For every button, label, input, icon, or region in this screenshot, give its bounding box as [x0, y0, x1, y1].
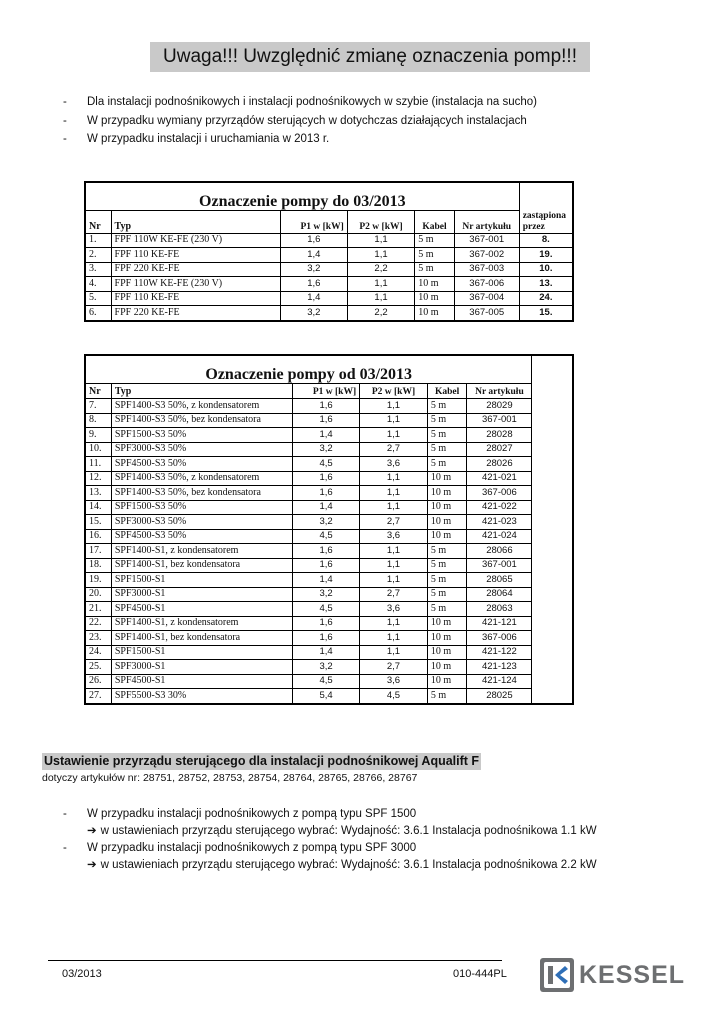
- table-row: [85, 573, 573, 588]
- empty-cell: [532, 515, 573, 530]
- table-row: [85, 558, 573, 573]
- cell-cable: 5 m: [427, 689, 467, 704]
- empty-cell: [532, 486, 573, 501]
- cell-nr: 23.: [85, 631, 111, 646]
- col-header-p2: P2 w [kW]: [360, 384, 428, 399]
- cell-p1: 3,2: [280, 262, 347, 277]
- footer-date: 03/2013: [62, 968, 102, 980]
- cell-p2: 4,5: [360, 689, 428, 704]
- table-row: [85, 486, 573, 501]
- empty-cell: [532, 587, 573, 602]
- table-row: [85, 471, 573, 486]
- cell-cable: 5 m: [427, 602, 467, 617]
- cell-cable: 10 m: [415, 291, 454, 306]
- cell-p1: 1,6: [280, 233, 347, 248]
- cell-cable: 10 m: [427, 486, 467, 501]
- cell-article: 28026: [467, 457, 532, 472]
- col-header-kabel: Kabel: [415, 211, 454, 234]
- cell-nr: 26.: [85, 674, 111, 689]
- cell-replaced-by: 10.: [519, 262, 573, 277]
- cell-p2: 1,1: [360, 631, 428, 646]
- cell-cable: 5 m: [427, 587, 467, 602]
- cell-p2: 2,7: [360, 442, 428, 457]
- cell-p2: 1,1: [360, 645, 428, 660]
- cell-type: SPF1400-S3 50%, bez kondensatora: [111, 486, 292, 501]
- cell-p2: 2,7: [360, 660, 428, 675]
- intro-bullet: - W przypadku wymiany przyrządów sterujących w dotychczas działających instalacjach: [60, 112, 537, 131]
- intro-bullet: - W przypadku instalacji i uruchamiania w 2013 r.: [60, 130, 537, 149]
- cell-p2: 1,1: [360, 544, 428, 559]
- table-row: [85, 500, 573, 515]
- cell-article: 28025: [467, 689, 532, 704]
- cell-type: SPF3000-S3 50%: [111, 515, 292, 530]
- table-row: [85, 277, 573, 292]
- settings-step-list: [60, 806, 597, 874]
- kessel-logo-icon: [540, 958, 574, 992]
- table-row: [85, 233, 573, 248]
- cell-p2: 2,2: [347, 306, 415, 321]
- cell-p1: 3,2: [293, 587, 360, 602]
- col-header-p1: P1 w [kW]: [280, 211, 347, 234]
- cell-p1: 1,6: [293, 471, 360, 486]
- new-pump-table: [84, 354, 574, 705]
- cell-cable: 5 m: [415, 248, 454, 263]
- cell-cable: 5 m: [427, 544, 467, 559]
- cell-cable: 10 m: [427, 616, 467, 631]
- cell-nr: 8.: [85, 413, 111, 428]
- empty-cell: [532, 500, 573, 515]
- cell-p2: 2,7: [360, 515, 428, 530]
- cell-cable: 10 m: [427, 660, 467, 675]
- cell-type: SPF1500-S1: [111, 573, 292, 588]
- cell-article: 367-005: [454, 306, 519, 321]
- cell-p2: 1,1: [360, 471, 428, 486]
- cell-nr: 9.: [85, 428, 111, 443]
- cell-replaced-by: 15.: [519, 306, 573, 321]
- cell-nr: 2.: [85, 248, 111, 263]
- cell-type: SPF4500-S3 50%: [111, 529, 292, 544]
- cell-nr: 24.: [85, 645, 111, 660]
- cell-p1: 1,4: [280, 291, 347, 306]
- cell-p1: 1,6: [293, 558, 360, 573]
- cell-article: 367-001: [454, 233, 519, 248]
- cell-nr: 12.: [85, 471, 111, 486]
- logo-wordmark: KESSEL: [579, 960, 686, 989]
- cell-p2: 1,1: [360, 486, 428, 501]
- cell-p2: 3,6: [360, 602, 428, 617]
- table-row: [85, 660, 573, 675]
- cell-p1: 1,6: [293, 486, 360, 501]
- col-header-nr: Nr: [85, 211, 111, 234]
- cell-cable: 5 m: [427, 428, 467, 443]
- cell-type: SPF1500-S3 50%: [111, 500, 292, 515]
- cell-cable: 5 m: [427, 457, 467, 472]
- table-row: [85, 248, 573, 263]
- cell-p2: 3,6: [360, 674, 428, 689]
- empty-cell: [532, 674, 573, 689]
- cell-type: SPF1400-S1, z kondensatorem: [111, 616, 292, 631]
- cell-type: SPF1400-S3 50%, bez kondensatora: [111, 413, 292, 428]
- cell-p2: 1,1: [360, 500, 428, 515]
- cell-nr: 16.: [85, 529, 111, 544]
- cell-type: FPF 110W KE-FE (230 V): [111, 233, 280, 248]
- cell-type: SPF1400-S1, z kondensatorem: [111, 544, 292, 559]
- cell-nr: 21.: [85, 602, 111, 617]
- cell-nr: 11.: [85, 457, 111, 472]
- cell-p2: 1,1: [347, 277, 415, 292]
- col-header-replaced-by: zastąpiona przez: [519, 211, 573, 234]
- cell-type: FPF 110 KE-FE: [111, 291, 280, 306]
- cell-p2: 2,7: [360, 587, 428, 602]
- cell-p1: 1,4: [293, 645, 360, 660]
- table-row: [85, 674, 573, 689]
- cell-p1: 1,4: [293, 500, 360, 515]
- cell-p2: 1,1: [360, 399, 428, 414]
- cell-p1: 1,4: [293, 573, 360, 588]
- settings-action-text: w ustawieniach przyrządu sterującego wybrać: Wydajność: 3.6.1 Instalacja podnośnikowa 1.1 kW: [100, 825, 597, 837]
- table-row: [85, 515, 573, 530]
- cell-article: 367-006: [467, 631, 532, 646]
- cell-p2: 1,1: [347, 291, 415, 306]
- cell-nr: 14.: [85, 500, 111, 515]
- empty-cell: [532, 660, 573, 675]
- cell-replaced-by: 8.: [519, 233, 573, 248]
- arrow-right-icon: ➔: [87, 825, 97, 837]
- cell-replaced-by: 13.: [519, 277, 573, 292]
- cell-p1: 3,2: [280, 306, 347, 321]
- cell-p1: 3,2: [293, 515, 360, 530]
- cell-type: SPF4500-S3 50%: [111, 457, 292, 472]
- intro-bullet: - Dla instalacji podnośnikowych i instalacji podnośnikowych w szybie (instalacja na sucho): [60, 93, 537, 112]
- cell-article: 28066: [467, 544, 532, 559]
- cell-article: 367-001: [467, 413, 532, 428]
- col-header-p1: P1 w [kW]: [293, 384, 360, 399]
- cell-article: 421-022: [467, 500, 532, 515]
- settings-action: [60, 857, 597, 874]
- cell-cable: 5 m: [427, 399, 467, 414]
- cell-p2: 1,1: [347, 233, 415, 248]
- cell-p1: 4,5: [293, 674, 360, 689]
- cell-p1: 1,6: [280, 277, 347, 292]
- table-row: [85, 457, 573, 472]
- cell-replaced-by: 24.: [519, 291, 573, 306]
- cell-type: SPF1400-S1, bez kondensatora: [111, 631, 292, 646]
- col-header-typ: Typ: [111, 384, 292, 399]
- table-row: [85, 399, 573, 414]
- cell-p1: 4,5: [293, 457, 360, 472]
- cell-article: 421-021: [467, 471, 532, 486]
- empty-cell: [532, 558, 573, 573]
- cell-p1: 4,5: [293, 602, 360, 617]
- cell-article: 421-024: [467, 529, 532, 544]
- cell-article: 421-124: [467, 674, 532, 689]
- cell-article: 28029: [467, 399, 532, 414]
- cell-p1: 3,2: [293, 660, 360, 675]
- empty-cell: [532, 602, 573, 617]
- empty-cell: [532, 471, 573, 486]
- cell-type: FPF 220 KE-FE: [111, 306, 280, 321]
- empty-cell: [532, 631, 573, 646]
- intro-bullet-list: [60, 93, 537, 149]
- empty-cell: [532, 413, 573, 428]
- kessel-logo: [540, 958, 685, 992]
- cell-type: SPF3000-S3 50%: [111, 442, 292, 457]
- col-header-kabel: Kabel: [427, 384, 467, 399]
- empty-cell: [532, 573, 573, 588]
- cell-cable: 10 m: [427, 515, 467, 530]
- cell-article: 367-002: [454, 248, 519, 263]
- cell-replaced-by: 19.: [519, 248, 573, 263]
- header-spacer: [532, 355, 573, 384]
- table-row: [85, 602, 573, 617]
- cell-article: 28028: [467, 428, 532, 443]
- table-row: [85, 306, 573, 321]
- cell-nr: 15.: [85, 515, 111, 530]
- table-row: [85, 689, 573, 704]
- cell-type: FPF 220 KE-FE: [111, 262, 280, 277]
- empty-cell: [532, 616, 573, 631]
- col-header-typ: Typ: [111, 211, 280, 234]
- page-headline: Uwaga!!! Uwzględnić zmianę oznaczenia pomp!!!: [150, 42, 590, 72]
- table-row: [85, 291, 573, 306]
- cell-cable: 5 m: [427, 573, 467, 588]
- table-row: [85, 428, 573, 443]
- cell-cable: 10 m: [427, 500, 467, 515]
- cell-p2: 1,1: [360, 558, 428, 573]
- table-header-row: [85, 384, 573, 399]
- cell-type: SPF1500-S1: [111, 645, 292, 660]
- table-row: [85, 631, 573, 646]
- cell-type: FPF 110 KE-FE: [111, 248, 280, 263]
- cell-p2: 2,2: [347, 262, 415, 277]
- empty-cell: [532, 544, 573, 559]
- cell-nr: 17.: [85, 544, 111, 559]
- cell-cable: 10 m: [427, 529, 467, 544]
- table-row: [85, 587, 573, 602]
- table-header-row: [85, 211, 573, 234]
- cell-type: SPF1500-S3 50%: [111, 428, 292, 443]
- table-row: [85, 529, 573, 544]
- cell-p1: 1,6: [293, 631, 360, 646]
- table-row: [85, 442, 573, 457]
- table-row: [85, 544, 573, 559]
- cell-nr: 19.: [85, 573, 111, 588]
- cell-nr: 5.: [85, 291, 111, 306]
- cell-type: SPF1400-S3 50%, z kondensatorem: [111, 471, 292, 486]
- cell-cable: 5 m: [427, 442, 467, 457]
- cell-p1: 5,4: [293, 689, 360, 704]
- cell-p1: 3,2: [293, 442, 360, 457]
- cell-p1: 1,4: [293, 428, 360, 443]
- cell-nr: 6.: [85, 306, 111, 321]
- settings-case: - W przypadku instalacji podnośnikowych z pompą typu SPF 1500: [60, 806, 597, 823]
- cell-nr: 7.: [85, 399, 111, 414]
- cell-type: SPF1400-S1, bez kondensatora: [111, 558, 292, 573]
- arrow-right-icon: ➔: [87, 859, 97, 871]
- empty-cell: [532, 689, 573, 704]
- cell-p1: 1,4: [280, 248, 347, 263]
- cell-nr: 3.: [85, 262, 111, 277]
- cell-article: 28064: [467, 587, 532, 602]
- empty-cell: [532, 384, 573, 399]
- cell-article: 367-004: [454, 291, 519, 306]
- old-pump-table: [84, 181, 574, 322]
- cell-type: SPF4500-S1: [111, 674, 292, 689]
- col-header-p2: P2 w [kW]: [347, 211, 415, 234]
- cell-nr: 1.: [85, 233, 111, 248]
- cell-nr: 18.: [85, 558, 111, 573]
- header-spacer: [519, 182, 573, 211]
- cell-article: 421-123: [467, 660, 532, 675]
- cell-article: 367-001: [467, 558, 532, 573]
- cell-cable: 5 m: [415, 233, 454, 248]
- cell-nr: 25.: [85, 660, 111, 675]
- cell-article: 421-023: [467, 515, 532, 530]
- footer-doc-code: 010-444PL: [453, 968, 507, 980]
- cell-nr: 27.: [85, 689, 111, 704]
- cell-nr: 20.: [85, 587, 111, 602]
- cell-p2: 3,6: [360, 529, 428, 544]
- empty-cell: [532, 529, 573, 544]
- cell-cable: 10 m: [427, 645, 467, 660]
- cell-cable: 5 m: [415, 262, 454, 277]
- cell-cable: 10 m: [427, 631, 467, 646]
- settings-action-text: w ustawieniach przyrządu sterującego wybrać: Wydajność: 3.6.1 Instalacja podnośnikowa 2.2 kW: [100, 859, 597, 871]
- cell-p2: 3,6: [360, 457, 428, 472]
- col-header-nr: Nr: [85, 384, 111, 399]
- cell-p1: 4,5: [293, 529, 360, 544]
- settings-case: - W przypadku instalacji podnośnikowych z pompą typu SPF 3000: [60, 840, 597, 857]
- cell-cable: 10 m: [415, 277, 454, 292]
- cell-p2: 1,1: [360, 413, 428, 428]
- cell-article: 28063: [467, 602, 532, 617]
- cell-article: 421-121: [467, 616, 532, 631]
- cell-p1: 1,6: [293, 413, 360, 428]
- cell-type: SPF3000-S1: [111, 660, 292, 675]
- cell-p2: 1,1: [360, 616, 428, 631]
- empty-cell: [532, 457, 573, 472]
- table-row: [85, 413, 573, 428]
- cell-cable: 10 m: [427, 471, 467, 486]
- cell-nr: 4.: [85, 277, 111, 292]
- empty-cell: [532, 645, 573, 660]
- cell-nr: 13.: [85, 486, 111, 501]
- table-row: [85, 262, 573, 277]
- old-table-title: Oznaczenie pompy do 03/2013: [85, 182, 519, 211]
- cell-nr: 22.: [85, 616, 111, 631]
- cell-cable: 10 m: [415, 306, 454, 321]
- cell-p2: 1,1: [360, 428, 428, 443]
- cell-p2: 1,1: [360, 573, 428, 588]
- empty-cell: [532, 428, 573, 443]
- cell-nr: 10.: [85, 442, 111, 457]
- cell-cable: 5 m: [427, 413, 467, 428]
- empty-cell: [532, 399, 573, 414]
- cell-type: SPF4500-S1: [111, 602, 292, 617]
- cell-cable: 10 m: [427, 674, 467, 689]
- new-table-title: Oznaczenie pompy od 03/2013: [85, 355, 532, 384]
- cell-article: 367-003: [454, 262, 519, 277]
- cell-type: SPF1400-S3 50%, z kondensatorem: [111, 399, 292, 414]
- settings-articles: dotyczy artykułów nr: 28751, 28752, 28753, 28754, 28764, 28765, 28766, 28767: [42, 772, 418, 784]
- footer-divider: [48, 960, 502, 961]
- table-row: [85, 645, 573, 660]
- cell-p2: 1,1: [347, 248, 415, 263]
- settings-title: Ustawienie przyrządu sterującego dla instalacji podnośnikowej Aqualift F: [44, 754, 480, 768]
- cell-article: 28065: [467, 573, 532, 588]
- cell-p1: 1,6: [293, 616, 360, 631]
- cell-type: SPF5500-S3 30%: [111, 689, 292, 704]
- cell-article: 367-006: [454, 277, 519, 292]
- cell-article: 367-006: [467, 486, 532, 501]
- cell-article: 421-122: [467, 645, 532, 660]
- settings-action: [60, 823, 597, 840]
- cell-p1: 1,6: [293, 544, 360, 559]
- table-row: [85, 616, 573, 631]
- cell-article: 28027: [467, 442, 532, 457]
- cell-cable: 5 m: [427, 558, 467, 573]
- cell-type: FPF 110W KE-FE (230 V): [111, 277, 280, 292]
- cell-type: SPF3000-S1: [111, 587, 292, 602]
- col-header-art: Nr artykułu: [454, 211, 519, 234]
- col-header-art: Nr artykułu: [467, 384, 532, 399]
- empty-cell: [532, 442, 573, 457]
- cell-p1: 1,6: [293, 399, 360, 414]
